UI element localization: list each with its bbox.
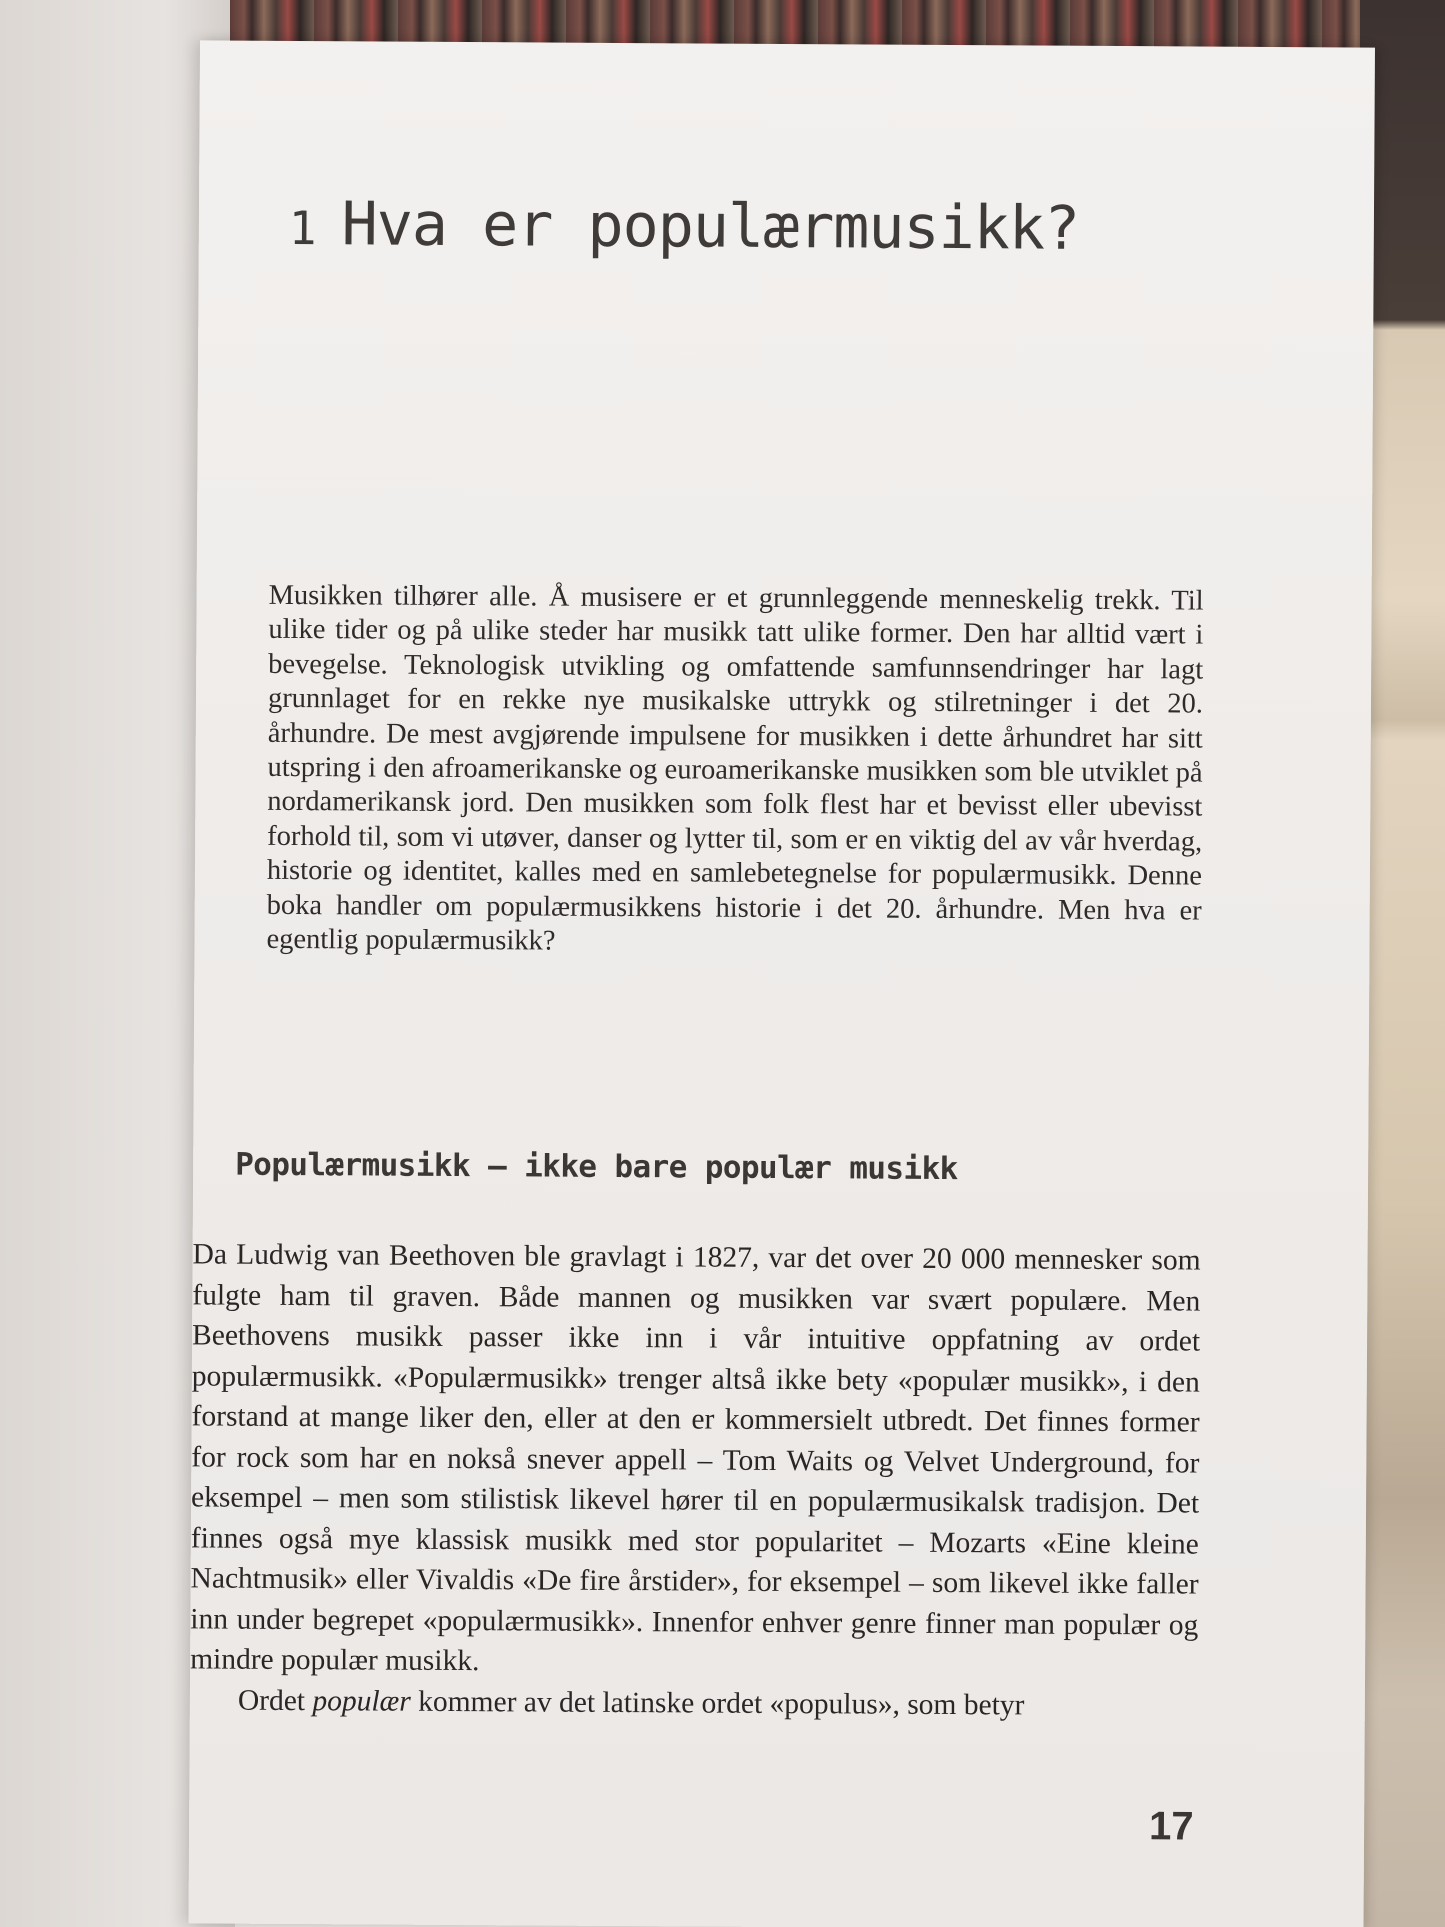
body-paragraph-2 [190, 1680, 1198, 1727]
chapter-title [289, 189, 1080, 264]
body-paragraph-2-start: Ordet [237, 1684, 313, 1717]
chapter-title-text: Hva er populærmusikk? [341, 189, 1080, 264]
chapter-number: 1 [288, 200, 316, 256]
body-paragraph-1: Da Ludwig van Beethoven ble gravlagt i 1827, var det over 20 000 mennesker som fulgte ham til graven. Både mannen og musikken var svært populære. Men Beethovens musikk passer ikke inn i vår intuitive oppfatning av ordet populærmusikk. «Populærmusikk» trenger altså ikke bety «populær musikk», i den forstand at mange liker den, eller at den er kommersielt utbredt. Det finnes former for rock som har en nokså snever appell – Tom Waits og Velvet Underground, for eksempel – men som stilistisk likevel hører til en populærmusikalsk tradisjon. Det finnes også mye klassisk musikk med stor popularitet – Mozarts «Eine kleine Nachtmusik» eller Vivaldis «De fire årstider», for eksempel – som likevel ikke faller inn under begrepet «populærmusikk». Innenfor enhver genre finner man populær og mindre populær musikk. [190, 1238, 1201, 1678]
section-heading: Populærmusikk – ikke bare populær musikk [235, 1146, 958, 1188]
body-paragraph-2-end: kommer av det latinske ordet «populus», som betyr [410, 1685, 1025, 1721]
page-number: 17 [1148, 1804, 1194, 1849]
intro-paragraph: Musikken tilhører alle. Å musisere er et grunnleggende menneskelig trekk. Til ulike tider og på ulike steder har musikk tatt ulike former. Den har alltid vært i bevegelse. Teknologisk utvikling og omfattende samfunnsendringer har lagt grunnlaget for en rekke nye musikalske uttrykk og stilretninger i det 20. århundre. De mest avgjørende impulsene for musikken i dette århundret har sitt utspring i den afroamerikanske og euroamerikanske musikken som ble utviklet på nordamerikansk jord. Den musikken som folk flest har et bevisst eller ubevisst forhold til, som vi utøver, danser og lytter til, som er en viktig del av vår hverdag, historie og identitet, kalles med en samlebetegnelse for populærmusikk. Denne boka handler om populærmusikkens historie i det 20. århundre. Men hva er egentlig populærmusikk? [266, 579, 1204, 957]
section-body [190, 1234, 1201, 1726]
book-page [189, 40, 1375, 1927]
body-paragraph-2-italic-word: populær [312, 1684, 411, 1718]
